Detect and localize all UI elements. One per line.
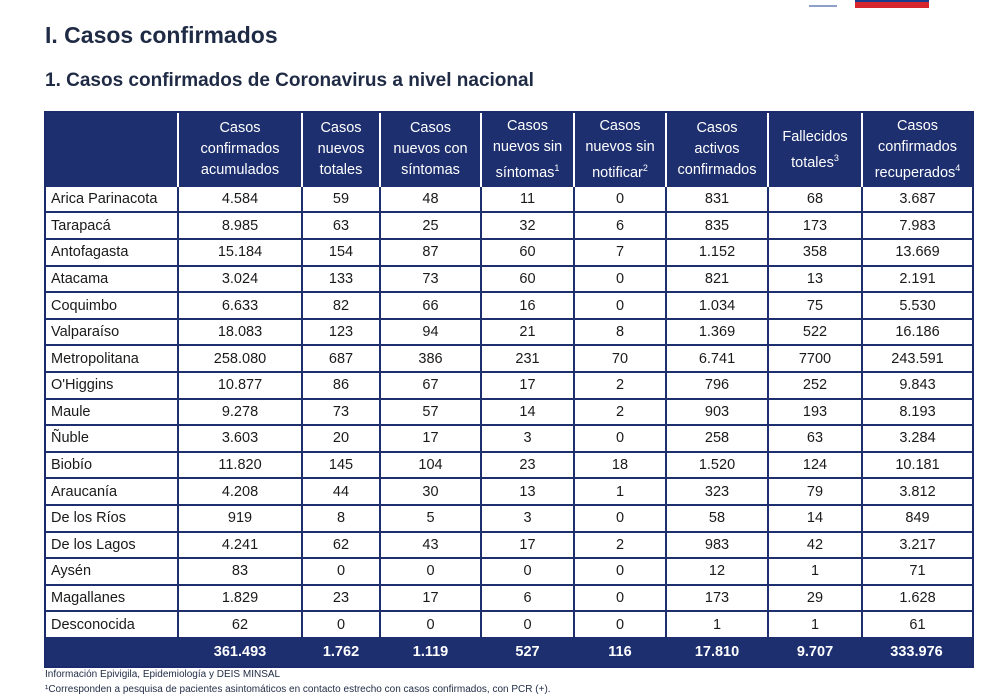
header-line: nuevos sin xyxy=(492,139,563,155)
value-cell: 5 xyxy=(381,506,482,533)
value-cell: 145 xyxy=(303,453,381,480)
government-logo xyxy=(809,0,837,7)
value-cell: 323 xyxy=(667,479,769,506)
value-cell: 11 xyxy=(482,187,575,214)
value-cell: 17 xyxy=(381,586,482,613)
region-cell: Tarapacá xyxy=(46,213,179,240)
value-cell: 60 xyxy=(482,267,575,294)
value-cell: 0 xyxy=(575,506,667,533)
value-cell: 86 xyxy=(303,373,381,400)
header-line: Casos xyxy=(409,120,452,137)
header-line: Casos xyxy=(320,120,362,137)
value-cell: 7.983 xyxy=(863,213,972,240)
value-cell: 32 xyxy=(482,213,575,240)
value-cell: 8.985 xyxy=(179,213,303,240)
value-cell: 0 xyxy=(575,293,667,320)
value-cell: 1.152 xyxy=(667,240,769,267)
value-cell: 123 xyxy=(303,320,381,347)
value-cell: 87 xyxy=(381,240,482,267)
total-value-cell: 17.810 xyxy=(667,639,769,666)
region-cell: Valparaíso xyxy=(46,320,179,347)
value-cell: 7700 xyxy=(769,346,863,373)
value-cell: 0 xyxy=(381,559,482,586)
header-line: totales xyxy=(791,154,834,171)
region-cell: Coquimbo xyxy=(46,293,179,320)
value-cell: 3.284 xyxy=(863,426,972,453)
footnotes xyxy=(45,667,551,697)
header-line: Casos xyxy=(506,118,549,134)
value-cell: 2 xyxy=(575,400,667,427)
header-line: nuevos con xyxy=(393,141,468,158)
value-cell: 6.741 xyxy=(667,346,769,373)
value-cell: 1.520 xyxy=(667,453,769,480)
header-line: recuperados xyxy=(874,164,956,181)
total-value-cell: 9.707 xyxy=(769,639,863,666)
region-cell: Atacama xyxy=(46,267,179,294)
total-value-cell: 1.119 xyxy=(381,639,482,666)
cases-table xyxy=(44,111,974,668)
value-cell: 6.633 xyxy=(179,293,303,320)
table-row xyxy=(46,320,972,347)
value-cell: 2 xyxy=(575,373,667,400)
header-line: síntomas xyxy=(401,162,460,179)
value-cell: 58 xyxy=(667,506,769,533)
value-cell: 29 xyxy=(769,586,863,613)
value-cell: 4.241 xyxy=(179,533,303,560)
value-cell: 903 xyxy=(667,400,769,427)
value-cell: 0 xyxy=(575,426,667,453)
value-cell: 522 xyxy=(769,320,863,347)
value-cell: 173 xyxy=(667,586,769,613)
value-cell: 6 xyxy=(482,586,575,613)
table-row xyxy=(46,240,972,267)
header-line: Casos xyxy=(896,118,939,134)
value-cell: 1 xyxy=(575,479,667,506)
header-line: Fallecidos xyxy=(782,128,848,145)
value-cell: 20 xyxy=(303,426,381,453)
value-cell: 83 xyxy=(179,559,303,586)
value-cell: 104 xyxy=(381,453,482,480)
value-cell: 59 xyxy=(303,187,381,214)
value-cell: 7 xyxy=(575,240,667,267)
value-cell: 57 xyxy=(381,400,482,427)
region-cell: O'Higgins xyxy=(46,373,179,400)
value-cell: 0 xyxy=(482,559,575,586)
table-row xyxy=(46,479,972,506)
header-line: síntomas xyxy=(495,164,555,181)
footnote-marker: 4 xyxy=(955,163,961,173)
value-cell: 17 xyxy=(482,373,575,400)
value-cell: 18 xyxy=(575,453,667,480)
value-cell: 21 xyxy=(482,320,575,347)
value-cell: 154 xyxy=(303,240,381,267)
value-cell: 173 xyxy=(769,213,863,240)
value-cell: 3.217 xyxy=(863,533,972,560)
header-cell xyxy=(667,113,769,187)
value-cell: 983 xyxy=(667,533,769,560)
header-cell xyxy=(482,113,575,187)
value-cell: 919 xyxy=(179,506,303,533)
table-header-row xyxy=(46,113,972,187)
header-cell xyxy=(575,113,667,187)
value-cell: 3.687 xyxy=(863,187,972,214)
value-cell: 44 xyxy=(303,479,381,506)
value-cell: 4.584 xyxy=(179,187,303,214)
value-cell: 0 xyxy=(381,612,482,639)
table-row xyxy=(46,187,972,214)
region-cell: Arica Parinacota xyxy=(46,187,179,214)
value-cell: 63 xyxy=(769,426,863,453)
header-line: Casos xyxy=(599,118,641,134)
value-cell: 0 xyxy=(303,612,381,639)
value-cell: 43 xyxy=(381,533,482,560)
value-cell: 63 xyxy=(303,213,381,240)
table-row xyxy=(46,506,972,533)
header-logos xyxy=(809,0,929,6)
value-cell: 0 xyxy=(482,612,575,639)
value-cell: 10.877 xyxy=(179,373,303,400)
totals-row xyxy=(46,639,972,666)
table-row xyxy=(46,373,972,400)
value-cell: 193 xyxy=(769,400,863,427)
value-cell: 8 xyxy=(575,320,667,347)
value-cell: 13.669 xyxy=(863,240,972,267)
region-cell: Metropolitana xyxy=(46,346,179,373)
value-cell: 9.278 xyxy=(179,400,303,427)
value-cell: 258 xyxy=(667,426,769,453)
table-row xyxy=(46,213,972,240)
value-cell: 16.186 xyxy=(863,320,972,347)
totals-label-cell xyxy=(46,639,179,666)
value-cell: 4.208 xyxy=(179,479,303,506)
table-row xyxy=(46,400,972,427)
header-cell xyxy=(381,113,482,187)
footnote-marker: 3 xyxy=(833,152,839,163)
value-cell: 67 xyxy=(381,373,482,400)
total-value-cell: 116 xyxy=(575,639,667,666)
value-cell: 133 xyxy=(303,267,381,294)
total-value-cell: 1.762 xyxy=(303,639,381,666)
value-cell: 835 xyxy=(667,213,769,240)
value-cell: 124 xyxy=(769,453,863,480)
table-row xyxy=(46,559,972,586)
value-cell: 0 xyxy=(575,267,667,294)
value-cell: 66 xyxy=(381,293,482,320)
table-row xyxy=(46,612,972,639)
value-cell: 687 xyxy=(303,346,381,373)
value-cell: 0 xyxy=(303,559,381,586)
value-cell: 70 xyxy=(575,346,667,373)
value-cell: 3 xyxy=(482,506,575,533)
value-cell: 849 xyxy=(863,506,972,533)
header-line: nuevos sin xyxy=(585,139,655,155)
value-cell: 17 xyxy=(381,426,482,453)
region-cell: Araucanía xyxy=(46,479,179,506)
value-cell: 8.193 xyxy=(863,400,972,427)
value-cell: 0 xyxy=(575,612,667,639)
ministry-logo xyxy=(855,0,929,8)
value-cell: 258.080 xyxy=(179,346,303,373)
value-cell: 48 xyxy=(381,187,482,214)
value-cell: 23 xyxy=(303,586,381,613)
value-cell: 5.530 xyxy=(863,293,972,320)
value-cell: 75 xyxy=(769,293,863,320)
value-cell: 11.820 xyxy=(179,453,303,480)
subsection-title: 1. Casos confirmados de Coronavirus a nivel nacional xyxy=(45,70,534,91)
table-row xyxy=(46,426,972,453)
region-cell: Magallanes xyxy=(46,586,179,613)
region-cell: De los Lagos xyxy=(46,533,179,560)
value-cell: 62 xyxy=(179,612,303,639)
header-line: confirmados xyxy=(878,139,957,155)
header-cell xyxy=(769,113,863,187)
header-line: confirmados xyxy=(677,162,757,179)
header-line: totales xyxy=(319,162,363,179)
value-cell: 1.034 xyxy=(667,293,769,320)
value-cell: 796 xyxy=(667,373,769,400)
footnote-1: ¹Corresponden a pesquisa de pacientes asintomáticos en contacto estrecho con casos confirmados, con PCR (+). xyxy=(45,684,551,695)
header-line: confirmados xyxy=(200,141,280,158)
value-cell: 3 xyxy=(482,426,575,453)
source-note: Información Epivigila, Epidemiología y DEIS MINSAL xyxy=(45,669,281,680)
value-cell: 821 xyxy=(667,267,769,294)
value-cell: 82 xyxy=(303,293,381,320)
value-cell: 15.184 xyxy=(179,240,303,267)
value-cell: 8 xyxy=(303,506,381,533)
table-row xyxy=(46,453,972,480)
value-cell: 73 xyxy=(381,267,482,294)
header-line: notificar xyxy=(592,164,643,181)
value-cell: 23 xyxy=(482,453,575,480)
value-cell: 3.812 xyxy=(863,479,972,506)
value-cell: 13 xyxy=(482,479,575,506)
section-title: I. Casos confirmados xyxy=(45,22,278,48)
value-cell: 831 xyxy=(667,187,769,214)
value-cell: 62 xyxy=(303,533,381,560)
value-cell: 386 xyxy=(381,346,482,373)
total-value-cell: 527 xyxy=(482,639,575,666)
value-cell: 1.829 xyxy=(179,586,303,613)
value-cell: 73 xyxy=(303,400,381,427)
value-cell: 42 xyxy=(769,533,863,560)
table-row xyxy=(46,533,972,560)
value-cell: 16 xyxy=(482,293,575,320)
region-cell: Ñuble xyxy=(46,426,179,453)
value-cell: 68 xyxy=(769,187,863,214)
value-cell: 3.024 xyxy=(179,267,303,294)
table-row xyxy=(46,267,972,294)
header-cell xyxy=(179,113,303,187)
header-cell xyxy=(303,113,381,187)
value-cell: 17 xyxy=(482,533,575,560)
header-cell xyxy=(863,113,972,187)
value-cell: 3.603 xyxy=(179,426,303,453)
value-cell: 61 xyxy=(863,612,972,639)
footnote-marker: 1 xyxy=(554,163,560,173)
value-cell: 0 xyxy=(575,187,667,214)
header-line: Casos xyxy=(219,120,261,137)
value-cell: 1 xyxy=(769,559,863,586)
value-cell: 13 xyxy=(769,267,863,294)
region-cell: Desconocida xyxy=(46,612,179,639)
cases-table-container xyxy=(44,111,970,668)
table-body xyxy=(46,187,972,666)
value-cell: 14 xyxy=(769,506,863,533)
table-row xyxy=(46,293,972,320)
value-cell: 79 xyxy=(769,479,863,506)
value-cell: 10.181 xyxy=(863,453,972,480)
header-line: acumulados xyxy=(200,162,280,179)
value-cell: 12 xyxy=(667,559,769,586)
value-cell: 14 xyxy=(482,400,575,427)
value-cell: 231 xyxy=(482,346,575,373)
value-cell: 18.083 xyxy=(179,320,303,347)
value-cell: 6 xyxy=(575,213,667,240)
value-cell: 60 xyxy=(482,240,575,267)
header-line: nuevos xyxy=(317,141,365,158)
value-cell: 71 xyxy=(863,559,972,586)
value-cell: 252 xyxy=(769,373,863,400)
region-cell: Antofagasta xyxy=(46,240,179,267)
value-cell: 243.591 xyxy=(863,346,972,373)
footnote-marker: 2 xyxy=(642,163,648,173)
table-row xyxy=(46,586,972,613)
total-value-cell: 361.493 xyxy=(179,639,303,666)
value-cell: 30 xyxy=(381,479,482,506)
value-cell: 1 xyxy=(769,612,863,639)
region-cell: De los Ríos xyxy=(46,506,179,533)
region-cell: Aysén xyxy=(46,559,179,586)
value-cell: 0 xyxy=(575,586,667,613)
header-line: activos xyxy=(694,141,740,158)
value-cell: 2.191 xyxy=(863,267,972,294)
header-line: Casos xyxy=(696,120,738,137)
value-cell: 1.628 xyxy=(863,586,972,613)
region-cell: Maule xyxy=(46,400,179,427)
value-cell: 0 xyxy=(575,559,667,586)
total-value-cell: 333.976 xyxy=(863,639,972,666)
table-row xyxy=(46,346,972,373)
value-cell: 25 xyxy=(381,213,482,240)
value-cell: 94 xyxy=(381,320,482,347)
region-cell: Biobío xyxy=(46,453,179,480)
value-cell: 2 xyxy=(575,533,667,560)
value-cell: 358 xyxy=(769,240,863,267)
value-cell: 1.369 xyxy=(667,320,769,347)
value-cell: 1 xyxy=(667,612,769,639)
header-cell-region xyxy=(46,113,179,187)
value-cell: 9.843 xyxy=(863,373,972,400)
